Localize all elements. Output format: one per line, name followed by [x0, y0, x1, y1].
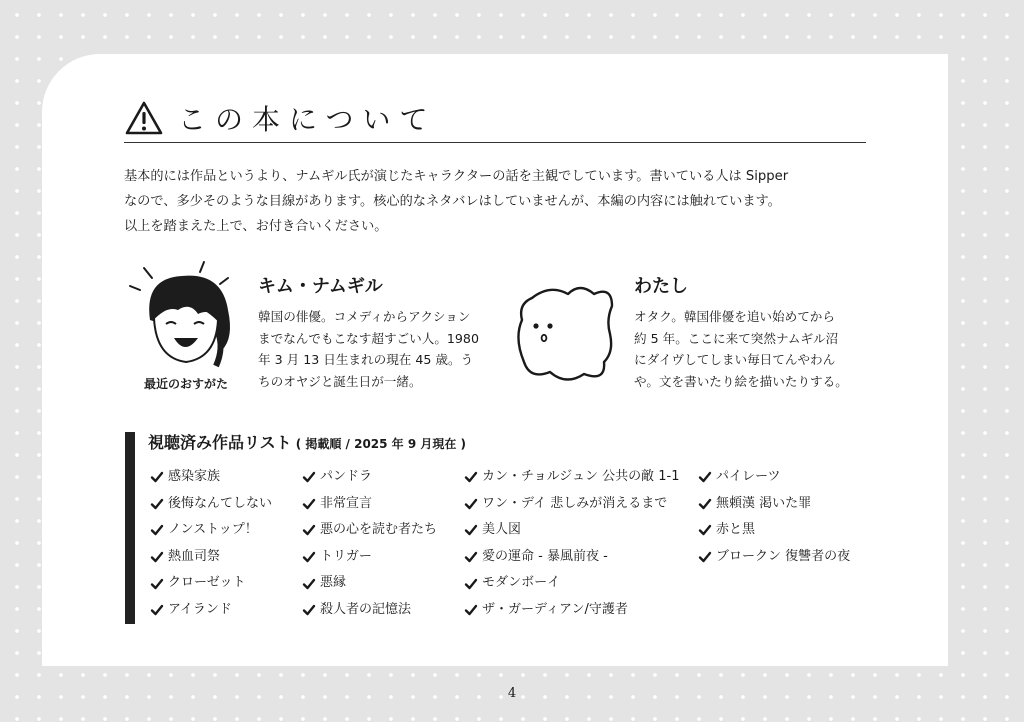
- profile-description: [258, 306, 479, 392]
- work-item: [302, 570, 437, 597]
- check-icon: [302, 497, 316, 511]
- page-number: 4: [507, 686, 517, 701]
- work-title: 感染家族: [168, 469, 221, 484]
- check-icon: [302, 577, 316, 591]
- work-item: [150, 597, 272, 624]
- work-title: カン・チョルジュン 公共の敵 1-1: [482, 469, 680, 484]
- works-column-3: [464, 464, 680, 624]
- profile-desc-line: 年 3 月 13 日生まれの現在 45 歳。う: [258, 352, 474, 367]
- profile-desc-line: 韓国の俳優。コメディからアクション: [258, 309, 471, 324]
- section-header: [124, 96, 866, 143]
- work-item: [698, 491, 850, 518]
- work-title: モダンボーイ: [482, 575, 561, 591]
- check-icon: [698, 497, 712, 511]
- work-title: ノンストップ！: [168, 522, 258, 538]
- work-title: 愛の運命 - 暴風前夜 -: [482, 548, 608, 564]
- work-item: [464, 570, 680, 597]
- work-title: パイレーツ: [716, 469, 781, 484]
- work-item: [150, 544, 272, 571]
- list-title: 視聴済み作品リスト: [148, 433, 292, 452]
- profile-description: [634, 306, 848, 392]
- profile-me: [634, 272, 848, 392]
- check-icon: [150, 577, 164, 591]
- profile-desc-line: や。文を書いたり絵を描いたりする。: [634, 373, 848, 389]
- work-title: パンドラ: [320, 469, 373, 484]
- check-icon: [464, 550, 478, 564]
- check-icon: [698, 470, 712, 484]
- profile-name: キム・ナムギル: [258, 276, 383, 297]
- check-icon: [302, 550, 316, 564]
- work-title: 無頼漢 渇いた罪: [716, 495, 812, 511]
- list-header: [148, 430, 466, 453]
- check-icon: [464, 603, 478, 617]
- profile-desc-line: ちのオヤジと誕生日が一緒。: [258, 373, 422, 389]
- check-icon: [150, 497, 164, 511]
- check-icon: [698, 523, 712, 537]
- check-icon: [150, 603, 164, 617]
- check-icon: [464, 470, 478, 484]
- profile-name: わたし: [634, 276, 688, 297]
- avatar-illustration: [124, 258, 248, 394]
- work-item: [302, 491, 437, 518]
- work-title: 悪の心を読む者たち: [320, 522, 438, 538]
- profile-desc-line: オタク。韓国俳優を追い始めてから: [634, 309, 835, 324]
- profile-desc-line: にダイヴしてしまい毎日てんやわん: [634, 352, 836, 367]
- ghost-illustration: [510, 276, 622, 388]
- work-title: 熱血司祭: [168, 548, 221, 564]
- works-column-1: [150, 464, 272, 624]
- work-item: [698, 517, 850, 544]
- check-icon: [302, 603, 316, 617]
- work-item: [150, 491, 272, 518]
- work-item: [302, 544, 437, 571]
- work-title: 非常宣言: [320, 495, 373, 511]
- work-item: [464, 544, 680, 571]
- check-icon: [150, 470, 164, 484]
- page-title: この本について: [178, 103, 437, 136]
- work-item: [698, 464, 850, 491]
- work-item: [464, 491, 680, 518]
- list-subtitle: ( 掲載順 / 2025 年 9 月現在 ): [295, 437, 467, 451]
- check-icon: [698, 550, 712, 564]
- intro-line: 基本的には作品というより、ナムギル氏が演じたキャラクターの話を主観でしています。書いている人は Sipper: [124, 169, 789, 184]
- work-title: アイランド: [168, 601, 232, 617]
- profile-kim-namgil: [258, 272, 479, 392]
- work-item: [302, 464, 437, 491]
- profile-desc-line: までなんでもこなす超すごい人。1980: [258, 330, 479, 346]
- work-title: ザ・ガーディアン/守護者: [482, 601, 628, 617]
- work-item: [150, 517, 272, 544]
- intro-text: [124, 164, 884, 239]
- work-title: クローゼット: [168, 575, 246, 591]
- works-column-2: [302, 464, 437, 624]
- check-icon: [302, 523, 316, 537]
- work-item: [464, 464, 680, 491]
- work-title: 殺人者の記憶法: [320, 601, 412, 617]
- check-icon: [150, 550, 164, 564]
- list-accent-bar: [125, 432, 135, 624]
- work-title: トリガー: [320, 548, 372, 564]
- work-item: [302, 517, 437, 544]
- work-item: [464, 597, 680, 624]
- works-column-4: [698, 464, 850, 570]
- work-title: ブロークン 復讐者の夜: [716, 548, 851, 564]
- check-icon: [464, 577, 478, 591]
- intro-line: なので、多少そのような目線があります。核心的なネタバレはしていませんが、本編の内容には触れています。: [124, 194, 781, 209]
- work-item: [150, 570, 272, 597]
- work-item: [302, 597, 437, 624]
- work-item: [150, 464, 272, 491]
- work-title: 悪縁: [320, 575, 347, 591]
- work-title: 後悔なんてしない: [168, 495, 273, 511]
- work-title: ワン・デイ 悲しみが消えるまで: [482, 495, 668, 511]
- check-icon: [302, 470, 316, 484]
- warning-triangle-icon: [124, 100, 164, 136]
- work-item: [698, 544, 850, 571]
- work-item: [464, 517, 680, 544]
- avatar-caption: 最近のおすがた: [143, 377, 229, 391]
- check-icon: [150, 523, 164, 537]
- work-title: 美人図: [482, 522, 522, 538]
- work-title: 赤と黒: [716, 522, 756, 538]
- check-icon: [464, 497, 478, 511]
- check-icon: [464, 523, 478, 537]
- profile-desc-line: 約 5 年。ここに来て突然ナムギル沼: [634, 330, 839, 346]
- intro-line: 以上を踏まえた上で、お付き合いください。: [124, 219, 388, 234]
